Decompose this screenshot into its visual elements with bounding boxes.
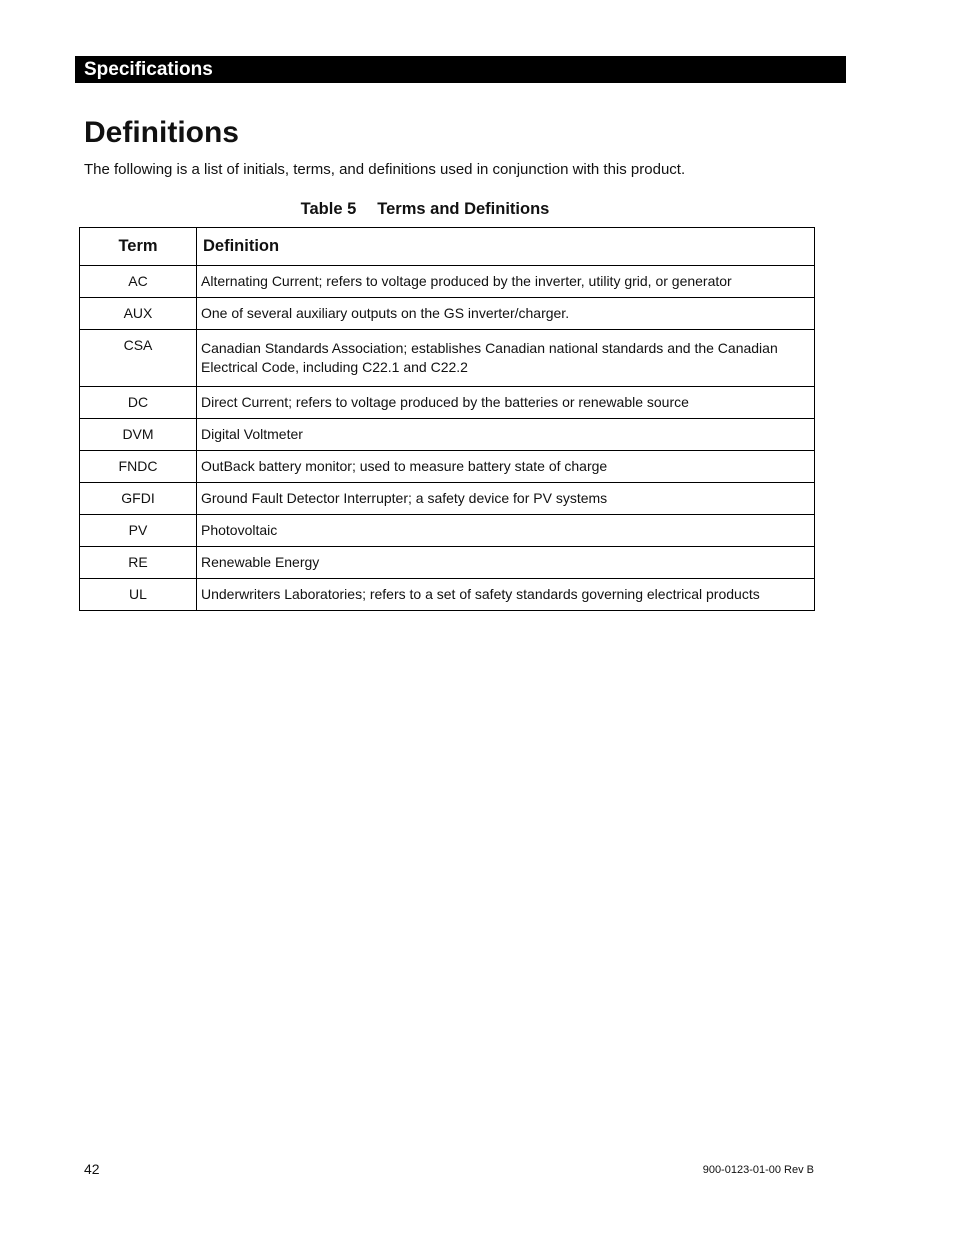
term-cell: AC <box>80 266 197 298</box>
section-header-bar <box>75 56 846 83</box>
table-caption-number: Table 5 <box>300 200 357 218</box>
term-cell: CSA <box>80 330 197 387</box>
definition-cell: OutBack battery monitor; used to measure battery state of charge <box>197 451 815 483</box>
table-row <box>80 298 815 330</box>
document-number: 900-0123-01-00 Rev B <box>702 1164 814 1176</box>
term-cell: DC <box>80 387 197 419</box>
definition-cell: One of several auxiliary outputs on the GS inverter/charger. <box>197 298 815 330</box>
definition-cell: Underwriters Laboratories; refers to a set of safety standards governing electrical products <box>197 579 815 611</box>
term-cell: UL <box>80 579 197 611</box>
intro-paragraph: The following is a list of initials, terms, and definitions used in conjunction with this product. <box>84 161 686 178</box>
table-row <box>80 451 815 483</box>
term-cell: PV <box>80 515 197 547</box>
term-cell: GFDI <box>80 483 197 515</box>
definition-cell: Direct Current; refers to voltage produced by the batteries or renewable source <box>197 387 815 419</box>
table-row <box>80 515 815 547</box>
definition-cell: Photovoltaic <box>197 515 815 547</box>
definition-cell: Alternating Current; refers to voltage produced by the inverter, utility grid, or generator <box>197 266 815 298</box>
table-row <box>80 579 815 611</box>
table-caption-title: Terms and Definitions <box>377 200 550 218</box>
column-header-definition: Definition <box>197 228 815 266</box>
term-cell: FNDC <box>80 451 197 483</box>
definition-cell: Digital Voltmeter <box>197 419 815 451</box>
term-cell: AUX <box>80 298 197 330</box>
column-header-term: Term <box>80 228 197 266</box>
section-header-label: Specifications <box>84 59 213 80</box>
table-header-row <box>80 228 815 266</box>
definition-cell: Canadian Standards Association; establishes Canadian national standards and the Canadian Electrical Code, including C22.1 and C22.2 <box>197 330 815 387</box>
table-row <box>80 266 815 298</box>
definitions-table <box>79 227 815 611</box>
term-cell: DVM <box>80 419 197 451</box>
definition-cell: Ground Fault Detector Interrupter; a safety device for PV systems <box>197 483 815 515</box>
table-caption <box>0 199 850 219</box>
page-title: Definitions <box>84 116 239 149</box>
page-number: 42 <box>84 1161 100 1177</box>
table-row <box>80 483 815 515</box>
term-cell: RE <box>80 547 197 579</box>
definition-cell: Renewable Energy <box>197 547 815 579</box>
table-row <box>80 330 815 387</box>
table-row <box>80 387 815 419</box>
table-row <box>80 419 815 451</box>
table-row <box>80 547 815 579</box>
